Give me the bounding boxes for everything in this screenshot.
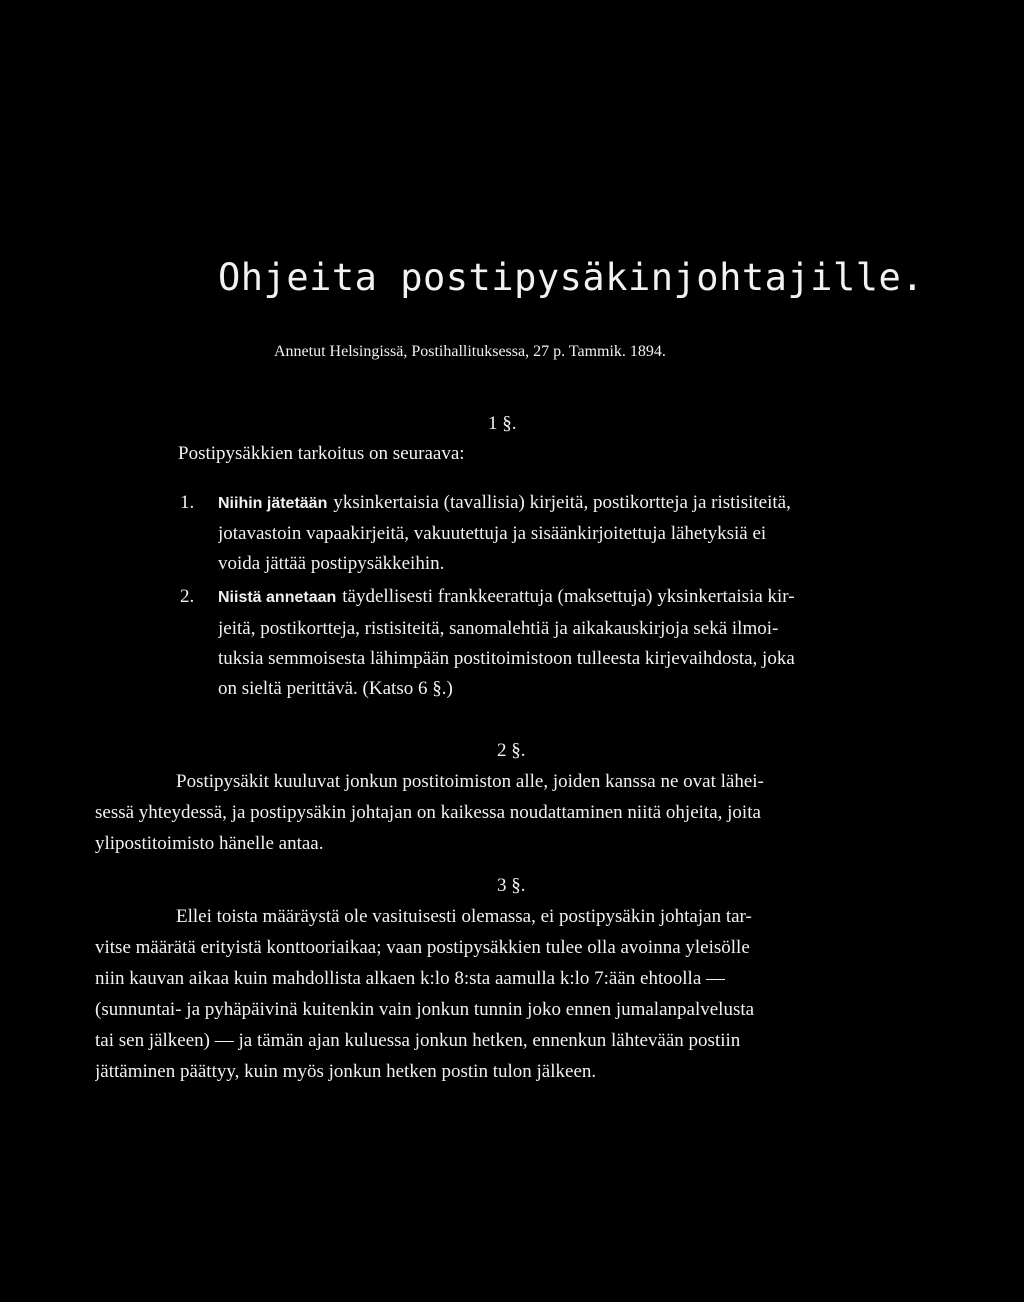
document-subtitle: Annetut Helsingissä, Postihallituksessa, 27 p. Tammik. 1894. [274,343,666,360]
section-2-line-1: Postipysäkit kuuluvat jonkun postitoimiston alle, joiden kanssa ne ovat lähei- [176,771,764,792]
item-2-line-4: on sieltä perittävä. (Katso 6 §.) [218,678,453,699]
section-3-line-2: vitse määrätä erityistä konttooriaikaa; vaan postipysäkkien tulee olla avoinna yleisölle [95,937,750,958]
item-1-line-1 [218,492,791,514]
section-3-line-5: tai sen jälkeen) — ja tämän ajan kuluessa jonkun hetken, ennenkun lähtevään postiin [95,1030,741,1051]
item-2-number: 2. [180,586,195,607]
item-2-text-1: täydellisesti frankkeerattuja (maksettuja) yksinkertaisia kir- [342,586,795,607]
item-2-lead: Niistä annetaan [218,589,337,606]
document-title: Ohjeita postipysäkinjohtajille. [218,256,925,299]
item-2-line-2: jeitä, postikortteja, ristisiteitä, sanomalehtiä ja aikakauskirjoja sekä ilmoi- [218,618,779,639]
section-2-line-3: ylipostitoimisto hänelle antaa. [95,833,324,854]
section-3-line-6: jättäminen päättyy, kuin myös jonkun hetken postin tulon jälkeen. [95,1061,597,1082]
section-1-intro: Postipysäkkien tarkoitus on seuraava: [178,443,465,464]
item-1-line-3: voida jättää postipysäkkeihin. [218,553,445,574]
item-1-line-2: jotavastoin vapaakirjeitä, vakuutettuja ja sisäänkirjoitettuja lähetyksiä ei [218,523,767,544]
section-2-heading: 2 §. [497,740,526,761]
section-2-line-2: sessä yhteydessä, ja postipysäkin johtajan on kaikessa noudattaminen niitä ohjeita, joita [95,802,761,823]
item-1-lead: Niihin jätetään [218,495,328,512]
section-3-heading: 3 §. [497,875,526,896]
section-3-line-1: Ellei toista määräystä ole vasituisesti olemassa, ei postipysäkin johtajan tar- [176,906,752,927]
item-2-line-3: tuksia semmoisesta lähimpään postitoimistoon tulleesta kirjevaihdosta, joka [218,648,795,669]
item-1-text-1: yksinkertaisia (tavallisia) kirjeitä, postikortteja ja ristisiteitä, [333,492,791,513]
section-3-line-4: (sunnuntai- ja pyhäpäivinä kuitenkin vain jonkun tunnin joko ennen jumalanpalvelusta [95,999,755,1020]
item-1-number: 1. [180,492,195,513]
section-1-heading: 1 §. [488,413,517,434]
item-2-line-1 [218,586,795,608]
section-3-line-3: niin kauvan aikaa kuin mahdollista alkaen k:lo 8:sta aamulla k:lo 7:ään ehtoolla — [95,968,725,989]
